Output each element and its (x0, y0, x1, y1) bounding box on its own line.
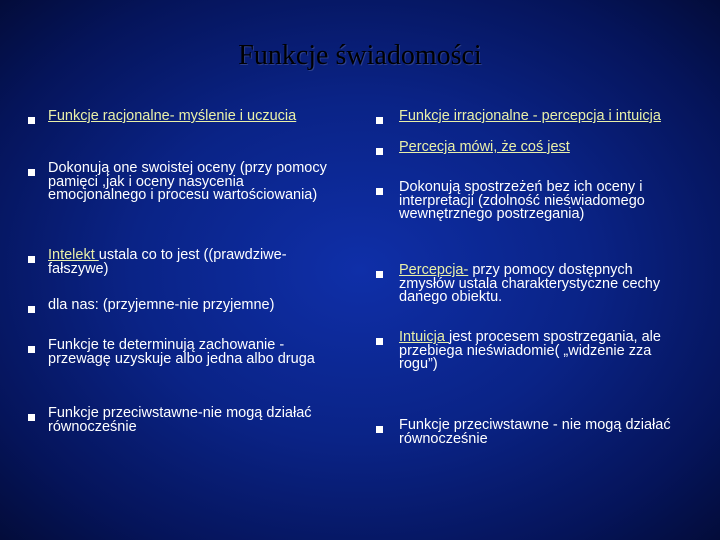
list-item: Funkcje te determinują zachowanie - przewagę uzyskuje albo jedna albo druga (48, 337, 315, 367)
list-item (399, 141, 689, 155)
list-item: Percepcja- przy pomocy dostępnych zmysłów ustala charakterystyczne cechy danego obiektu. (399, 262, 661, 305)
list-item: Funkcje przeciwstawne - nie mogą działać równocześnie (399, 417, 671, 447)
list-item: Intelekt ustala co to jest ((prawdziwe-fałszywe) (48, 247, 287, 277)
bullet-icon (376, 188, 383, 195)
bullet-icon (376, 426, 383, 433)
bullet-icon (376, 117, 383, 124)
list-item: Intuicja jest procesem spostrzegania, ale przebiega nieświadomie( „widzenie zza rogu”) (399, 329, 661, 372)
link-text[interactable]: Intuicja (399, 329, 449, 345)
list-item: Dokonują spostrzeżeń bez ich oceny i interpretacji (zdolność nieświadomego wewnętrznego postrzegania) (399, 179, 645, 222)
bullet-icon (376, 148, 383, 155)
page-title: Funkcje świadomości (238, 40, 482, 71)
bullet-icon (28, 306, 35, 313)
bullet-icon (28, 414, 35, 421)
bullet-icon (28, 346, 35, 353)
bullet-icon (28, 169, 35, 176)
list-item: dla nas: (przyjemne-nie przyjemne) (48, 297, 275, 313)
list-item: Dokonują one swoistej oceny (przy pomocy pamięci ,jak i oceny nasycenia emocjonalnego i procesu wartościowania) (48, 160, 327, 203)
bullet-icon (28, 256, 35, 263)
bullet-icon (376, 271, 383, 278)
link-text[interactable]: Percecja mówi, że coś jest (399, 139, 570, 155)
bullet-icon (28, 117, 35, 124)
link-text[interactable]: Intelekt (48, 247, 99, 263)
list-item (48, 110, 298, 124)
link-text[interactable]: Percepcja- (399, 262, 469, 278)
list-item: Funkcje przeciwstawne-nie mogą działać równocześnie (48, 405, 312, 435)
link-text[interactable]: Funkcje irracjonalne - percepcja i intuicja (399, 108, 661, 124)
link-text[interactable]: Funkcje racjonalne- myślenie i uczucia (48, 108, 297, 124)
list-item (399, 110, 689, 124)
bullet-icon (376, 338, 383, 345)
